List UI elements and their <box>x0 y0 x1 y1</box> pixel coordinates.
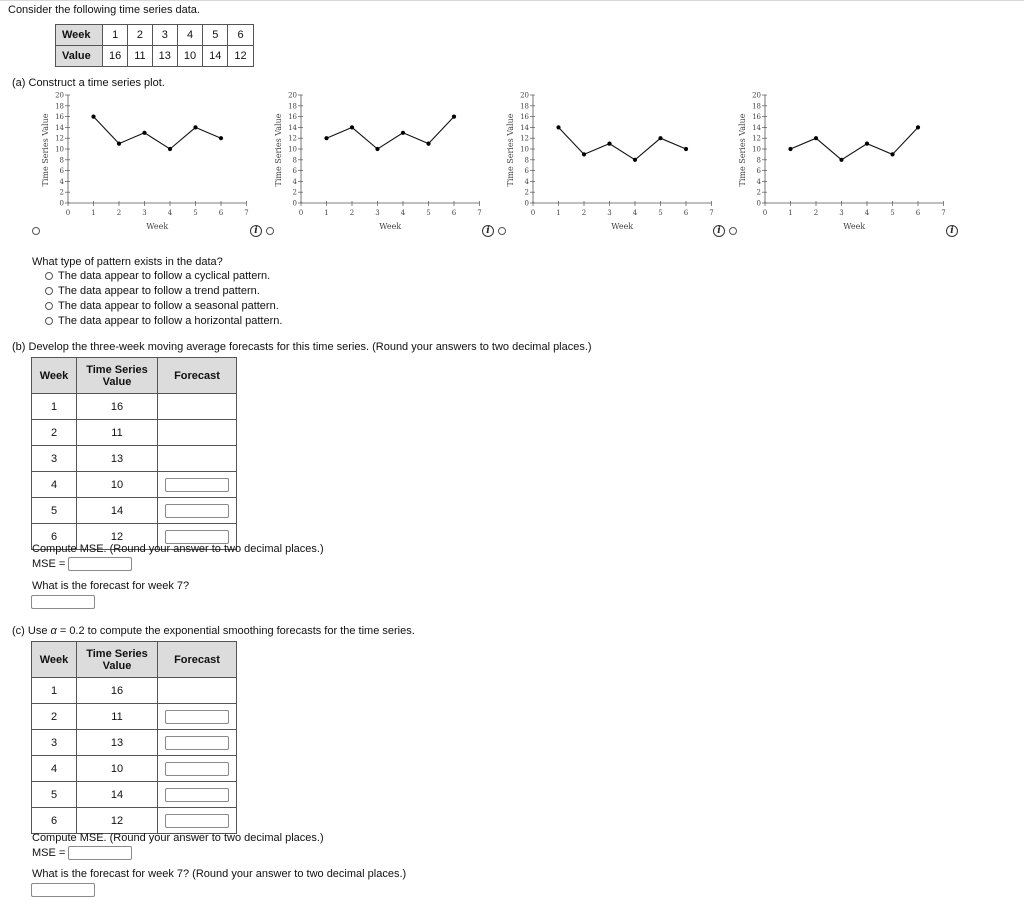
y-tick-label: 6 <box>756 167 761 176</box>
table-row <box>32 446 237 472</box>
x-tick-label: 7 <box>244 209 249 217</box>
col-time-series-value <box>77 358 158 394</box>
top-divider <box>0 0 1024 1</box>
x-tick-label: 7 <box>941 209 946 217</box>
week-cell: 1 <box>103 25 128 46</box>
plot-option-4-radio[interactable] <box>729 227 737 235</box>
forecast-cell-empty <box>158 446 237 472</box>
x-tick-label: 7 <box>477 209 482 217</box>
info-icon[interactable]: i <box>482 225 494 237</box>
y-tick-label: 10 <box>55 145 64 154</box>
col-label-line: Value <box>102 375 132 388</box>
forecast-input[interactable] <box>165 814 229 828</box>
x-tick-label: 4 <box>167 209 173 217</box>
week-cell: 4 <box>32 756 77 782</box>
x-tick-label: 1 <box>788 209 793 217</box>
x-tick-label: 1 <box>91 209 96 217</box>
y-tick-label: 0 <box>292 199 297 208</box>
part-b-mse-row <box>32 557 132 571</box>
pattern-option-label: The data appear to follow a trend pattern. <box>58 285 260 297</box>
data-point <box>582 152 586 156</box>
data-point <box>375 147 379 151</box>
y-tick-label: 14 <box>520 123 529 132</box>
x-tick-label: 4 <box>864 209 870 217</box>
y-tick-label: 12 <box>55 134 64 143</box>
value-cell: 13 <box>77 730 158 756</box>
x-tick-label: 7 <box>709 209 714 217</box>
x-axis-label: Week <box>379 222 402 231</box>
y-tick-label: 10 <box>288 145 297 154</box>
forecast-cell <box>158 472 237 498</box>
part-b-label: (b) Develop the three-week moving average forecasts for this time series. (Round your answers to two decimal places.) <box>12 341 592 353</box>
series-line <box>94 117 222 149</box>
week-cell: 1 <box>32 394 77 420</box>
mse-input[interactable] <box>68 846 132 860</box>
pattern-option-trend[interactable] <box>45 285 260 297</box>
week-cell: 4 <box>177 25 202 46</box>
time-series-plot-option-2 <box>271 90 486 235</box>
part-b-mse-prompt: Compute MSE. (Round your answer to two decimal places.) <box>32 543 324 555</box>
data-point <box>788 147 792 151</box>
time-series-plot-option-4 <box>735 90 950 235</box>
forecast-cell <box>158 730 237 756</box>
y-tick-label: 8 <box>756 156 761 165</box>
data-point <box>401 131 405 135</box>
forecast-input[interactable] <box>165 504 229 518</box>
pattern-question: What type of pattern exists in the data? <box>32 256 223 268</box>
radio-button[interactable] <box>45 287 53 295</box>
forecast-cell <box>158 498 237 524</box>
part-c-label-prefix: (c) Use <box>12 625 51 637</box>
plot-option-1-radio[interactable] <box>32 227 40 235</box>
forecast-cell <box>158 704 237 730</box>
x-axis-label: Week <box>146 222 169 231</box>
y-tick-label: 20 <box>288 91 297 100</box>
y-tick-label: 20 <box>752 91 761 100</box>
week-cell: 6 <box>32 524 77 550</box>
y-tick-label: 14 <box>55 123 64 132</box>
data-table <box>55 24 254 67</box>
data-point <box>142 131 146 135</box>
week-cell: 5 <box>32 498 77 524</box>
col-label-line: Time Series <box>86 647 148 660</box>
week-cell: 2 <box>32 704 77 730</box>
forecast-input[interactable] <box>165 762 229 776</box>
x-tick-label: 6 <box>915 209 921 217</box>
value-cell: 12 <box>228 46 253 67</box>
col-label-line: Time Series <box>86 363 148 376</box>
y-tick-label: 2 <box>524 188 529 197</box>
data-table-week-row <box>56 25 254 46</box>
y-tick-label: 8 <box>292 156 297 165</box>
y-tick-label: 8 <box>59 156 64 165</box>
x-tick-label: 3 <box>607 209 612 217</box>
week-cell: 2 <box>32 420 77 446</box>
week-cell: 3 <box>32 446 77 472</box>
x-tick-label: 2 <box>813 209 819 217</box>
week-cell: 6 <box>32 808 77 834</box>
series-line <box>559 127 687 159</box>
pattern-option-label: The data appear to follow a cyclical pattern. <box>58 270 271 282</box>
col-week: Week <box>32 358 77 394</box>
radio-button[interactable] <box>45 302 53 310</box>
data-point <box>426 142 430 146</box>
value-cell: 14 <box>203 46 228 67</box>
x-axis-label: Week <box>611 222 634 231</box>
y-tick-label: 16 <box>55 113 64 122</box>
value-cell: 10 <box>177 46 202 67</box>
data-point <box>633 158 637 162</box>
y-tick-label: 18 <box>55 102 64 111</box>
data-point <box>452 115 456 119</box>
data-point <box>91 115 95 119</box>
forecast-cell <box>158 782 237 808</box>
table-row <box>32 808 237 834</box>
data-point <box>193 125 197 129</box>
table-header-row <box>32 642 237 678</box>
data-point <box>916 125 920 129</box>
x-tick-label: 2 <box>116 209 122 217</box>
y-tick-label: 4 <box>292 177 297 186</box>
table-row <box>32 420 237 446</box>
value-cell: 11 <box>128 46 152 67</box>
y-axis-label: Time Series Value <box>506 113 515 187</box>
y-tick-label: 10 <box>752 145 761 154</box>
week7-forecast-input[interactable] <box>31 595 95 609</box>
data-point <box>658 136 662 140</box>
x-tick-label: 5 <box>193 209 198 217</box>
mse-label: MSE = <box>32 557 66 570</box>
forecast-cell <box>158 808 237 834</box>
table-row <box>32 704 237 730</box>
table-row <box>32 756 237 782</box>
mse-input[interactable] <box>68 557 132 571</box>
x-tick-label: 6 <box>683 209 689 217</box>
data-point <box>168 147 172 151</box>
y-tick-label: 18 <box>520 102 529 111</box>
y-tick-label: 18 <box>752 102 761 111</box>
x-tick-label: 0 <box>65 209 71 217</box>
value-cell: 16 <box>77 678 158 704</box>
y-tick-label: 20 <box>55 91 64 100</box>
y-axis-label: Time Series Value <box>41 113 50 187</box>
x-tick-label: 4 <box>632 209 638 217</box>
time-series-plot-option-1 <box>38 90 253 235</box>
x-tick-label: 6 <box>218 209 224 217</box>
x-tick-label: 6 <box>451 209 457 217</box>
table-row <box>32 394 237 420</box>
x-tick-label: 2 <box>349 209 355 217</box>
col-forecast: Forecast <box>158 642 237 678</box>
time-series-plot-option-3 <box>503 90 718 235</box>
col-time-series-value <box>77 642 158 678</box>
week7-forecast-input[interactable] <box>31 883 95 897</box>
forecast-input[interactable] <box>165 478 229 492</box>
data-point <box>117 142 121 146</box>
moving-average-table <box>31 357 237 550</box>
value-cell: 16 <box>77 394 158 420</box>
y-tick-label: 16 <box>752 113 761 122</box>
y-tick-label: 6 <box>292 167 297 176</box>
pattern-option-horizontal[interactable] <box>45 315 282 327</box>
value-cell: 11 <box>77 420 158 446</box>
pattern-option-seasonal[interactable] <box>45 300 279 312</box>
x-tick-label: 5 <box>426 209 431 217</box>
y-tick-label: 0 <box>59 199 64 208</box>
week-header: Week <box>56 25 103 46</box>
table-header-row <box>32 358 237 394</box>
y-tick-label: 12 <box>288 134 297 143</box>
y-tick-label: 12 <box>520 134 529 143</box>
pattern-option-label: The data appear to follow a horizontal pattern. <box>58 315 283 327</box>
y-tick-label: 20 <box>520 91 529 100</box>
week-cell: 3 <box>152 25 177 46</box>
series-line <box>791 127 919 159</box>
x-tick-label: 0 <box>298 209 304 217</box>
info-icon[interactable]: i <box>946 225 958 237</box>
alpha-symbol: α <box>50 625 57 637</box>
week-cell: 6 <box>228 25 253 46</box>
part-c-week7-prompt: What is the forecast for week 7? (Round your answer to two decimal places.) <box>32 868 407 880</box>
y-tick-label: 6 <box>524 167 529 176</box>
part-c-label <box>12 625 415 637</box>
pattern-option-label: The data appear to follow a seasonal pattern. <box>58 300 279 312</box>
part-c-mse-prompt: Compute MSE. (Round your answer to two decimal places.) <box>32 832 324 844</box>
value-cell: 14 <box>77 498 158 524</box>
value-cell: 10 <box>77 756 158 782</box>
x-axis-label: Week <box>843 222 866 231</box>
value-cell: 13 <box>152 46 177 67</box>
exponential-smoothing-table <box>31 641 237 834</box>
col-week: Week <box>32 642 77 678</box>
y-tick-label: 0 <box>756 199 761 208</box>
y-tick-label: 4 <box>59 177 64 186</box>
forecast-cell <box>158 756 237 782</box>
y-tick-label: 18 <box>288 102 297 111</box>
y-tick-label: 2 <box>292 188 297 197</box>
x-tick-label: 3 <box>142 209 147 217</box>
x-tick-label: 3 <box>375 209 380 217</box>
x-tick-label: 0 <box>762 209 768 217</box>
y-tick-label: 16 <box>288 113 297 122</box>
y-tick-label: 2 <box>59 188 64 197</box>
info-icon[interactable]: i <box>713 225 725 237</box>
week-cell: 1 <box>32 678 77 704</box>
series-line <box>327 117 455 149</box>
forecast-cell-empty <box>158 420 237 446</box>
x-tick-label: 1 <box>324 209 329 217</box>
table-row <box>32 498 237 524</box>
x-tick-label: 3 <box>839 209 844 217</box>
y-tick-label: 8 <box>524 156 529 165</box>
forecast-input[interactable] <box>165 788 229 802</box>
part-c-label-suffix: = 0.2 to compute the exponential smoothing forecasts for the time series. <box>56 625 415 637</box>
pattern-option-cyclical[interactable] <box>45 270 270 282</box>
data-point <box>219 136 223 140</box>
value-cell: 12 <box>77 808 158 834</box>
y-tick-label: 2 <box>756 188 761 197</box>
value-cell: 14 <box>77 782 158 808</box>
data-point <box>350 125 354 129</box>
forecast-cell-empty <box>158 678 237 704</box>
part-c-mse-row <box>32 846 132 860</box>
forecast-cell-empty <box>158 394 237 420</box>
part-b-week7-prompt: What is the forecast for week 7? <box>32 580 190 592</box>
forecast-input[interactable] <box>165 710 229 724</box>
x-tick-label: 5 <box>658 209 663 217</box>
x-tick-label: 5 <box>890 209 895 217</box>
value-cell: 11 <box>77 704 158 730</box>
y-tick-label: 4 <box>756 177 761 186</box>
forecast-input[interactable] <box>165 736 229 750</box>
table-row <box>32 678 237 704</box>
data-point <box>556 125 560 129</box>
value-cell: 12 <box>77 524 158 550</box>
y-tick-label: 4 <box>524 177 529 186</box>
data-table-value-row <box>56 46 254 67</box>
data-point <box>607 142 611 146</box>
x-tick-label: 4 <box>400 209 406 217</box>
week-cell: 2 <box>128 25 152 46</box>
y-axis-label: Time Series Value <box>738 113 747 187</box>
value-cell: 13 <box>77 446 158 472</box>
data-point <box>865 142 869 146</box>
x-tick-label: 1 <box>556 209 561 217</box>
value-header: Value <box>56 46 103 67</box>
y-tick-label: 14 <box>288 123 297 132</box>
data-point <box>839 158 843 162</box>
plot-option-2-radio[interactable] <box>266 227 274 235</box>
week-cell: 5 <box>32 782 77 808</box>
radio-button[interactable] <box>45 317 53 325</box>
y-tick-label: 12 <box>752 134 761 143</box>
forecast-input[interactable] <box>165 530 229 544</box>
mse-label: MSE = <box>32 846 66 859</box>
data-point <box>814 136 818 140</box>
table-row <box>32 782 237 808</box>
y-tick-label: 0 <box>524 199 529 208</box>
y-tick-label: 16 <box>520 113 529 122</box>
part-a-label: (a) Construct a time series plot. <box>12 77 165 89</box>
info-icon[interactable]: i <box>250 225 262 237</box>
data-point <box>890 152 894 156</box>
value-cell: 16 <box>103 46 128 67</box>
week-cell: 4 <box>32 472 77 498</box>
week-cell: 5 <box>203 25 228 46</box>
x-tick-label: 0 <box>530 209 536 217</box>
plot-option-3-radio[interactable] <box>498 227 506 235</box>
x-tick-label: 2 <box>581 209 587 217</box>
table-row <box>32 472 237 498</box>
col-forecast: Forecast <box>158 358 237 394</box>
y-tick-label: 6 <box>59 167 64 176</box>
y-tick-label: 10 <box>520 145 529 154</box>
y-tick-label: 14 <box>752 123 761 132</box>
data-point <box>684 147 688 151</box>
value-cell: 10 <box>77 472 158 498</box>
radio-button[interactable] <box>45 272 53 280</box>
week-cell: 3 <box>32 730 77 756</box>
data-point <box>324 136 328 140</box>
col-label-line: Value <box>102 659 132 672</box>
intro-text: Consider the following time series data. <box>8 4 200 16</box>
table-row <box>32 730 237 756</box>
y-axis-label: Time Series Value <box>274 113 283 187</box>
